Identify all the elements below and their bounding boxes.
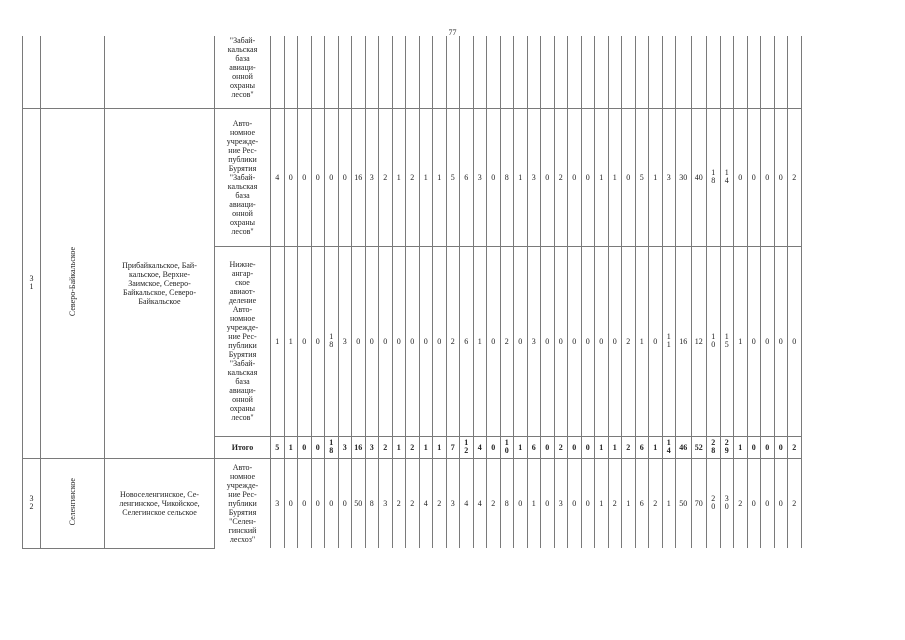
value-cell: 0 bbox=[298, 436, 312, 458]
value-cell: 0 bbox=[419, 246, 433, 436]
value-cell: 0 bbox=[514, 246, 528, 436]
value-cell bbox=[676, 36, 692, 108]
value-cell: 1 bbox=[649, 108, 663, 246]
value-cell: 1 bbox=[392, 108, 406, 246]
value-cell: 40 bbox=[691, 108, 707, 246]
value-cell: 2 bbox=[608, 458, 622, 548]
value-cell: 0 bbox=[774, 436, 788, 458]
value-cell: 50 bbox=[352, 458, 366, 548]
value-cell: 2 bbox=[734, 458, 748, 548]
value-cell: 6 bbox=[460, 246, 474, 436]
value-cell bbox=[500, 36, 514, 108]
value-cell: 0 bbox=[541, 246, 555, 436]
value-cell: 0 bbox=[581, 458, 595, 548]
value-cell: 5 bbox=[635, 108, 649, 246]
value-cell bbox=[365, 36, 379, 108]
value-cell: 1 bbox=[734, 436, 748, 458]
value-cell: 0 bbox=[284, 458, 298, 548]
value-cell: 1 bbox=[514, 108, 528, 246]
value-cell: 0 bbox=[747, 246, 761, 436]
value-cell bbox=[747, 36, 761, 108]
value-cell: 2 bbox=[406, 108, 420, 246]
value-cell: 3 bbox=[365, 436, 379, 458]
value-cell: 0 bbox=[541, 436, 555, 458]
value-cell: 0 bbox=[581, 436, 595, 458]
value-cell bbox=[325, 36, 339, 108]
value-cell: 1 8 bbox=[325, 436, 339, 458]
value-cell: 2 bbox=[433, 458, 447, 548]
value-cell: 0 bbox=[325, 108, 339, 246]
value-cell bbox=[554, 36, 568, 108]
value-cell: 0 bbox=[595, 246, 609, 436]
value-cell bbox=[788, 36, 802, 108]
value-cell: 3 bbox=[527, 246, 541, 436]
value-cell: 1 bbox=[527, 458, 541, 548]
value-cell: 2 8 bbox=[707, 436, 721, 458]
value-cell: 1 bbox=[284, 436, 298, 458]
value-cell: 70 bbox=[691, 458, 707, 548]
value-cell: 1 5 bbox=[720, 246, 734, 436]
value-cell: 2 9 bbox=[720, 436, 734, 458]
value-cell bbox=[734, 36, 748, 108]
value-cell: 0 bbox=[311, 436, 325, 458]
category-cell: Авто- номное учрежде- ние Рес- публики Бурятия "Забай- кальская база авиаци- онной охраны лесов" bbox=[215, 108, 271, 246]
value-cell: 2 bbox=[379, 108, 393, 246]
value-cell: 1 bbox=[734, 246, 748, 436]
value-cell: 1 0 bbox=[500, 436, 514, 458]
value-cell: 1 bbox=[635, 246, 649, 436]
value-cell: 2 bbox=[392, 458, 406, 548]
value-cell: 0 bbox=[568, 458, 582, 548]
value-cell: 1 bbox=[608, 108, 622, 246]
value-cell: 1 bbox=[595, 436, 609, 458]
value-cell: 3 bbox=[379, 458, 393, 548]
value-cell: 4 bbox=[460, 458, 474, 548]
value-cell bbox=[514, 36, 528, 108]
value-cell: 30 bbox=[676, 108, 692, 246]
value-cell: 3 bbox=[338, 246, 352, 436]
value-cell: 0 bbox=[284, 108, 298, 246]
value-cell bbox=[635, 36, 649, 108]
value-cell: 1 bbox=[595, 458, 609, 548]
value-cell bbox=[311, 36, 325, 108]
value-cell: 0 bbox=[311, 246, 325, 436]
value-cell: 1 bbox=[433, 436, 447, 458]
value-cell: 16 bbox=[352, 436, 366, 458]
value-cell: 0 bbox=[311, 458, 325, 548]
value-cell bbox=[720, 36, 734, 108]
value-cell: 0 bbox=[761, 246, 775, 436]
value-cell: 16 bbox=[352, 108, 366, 246]
value-cell bbox=[568, 36, 582, 108]
value-cell bbox=[608, 36, 622, 108]
value-cell: 2 bbox=[649, 458, 663, 548]
value-cell: 8 bbox=[500, 108, 514, 246]
value-cell: 0 bbox=[581, 108, 595, 246]
value-cell: 2 bbox=[406, 436, 420, 458]
value-cell: 2 bbox=[379, 436, 393, 458]
value-cell: 0 bbox=[761, 108, 775, 246]
value-cell: 2 bbox=[500, 246, 514, 436]
value-cell bbox=[774, 36, 788, 108]
value-cell: 0 bbox=[433, 246, 447, 436]
value-cell: 0 bbox=[568, 108, 582, 246]
value-cell: 2 bbox=[788, 458, 802, 548]
value-cell: 0 bbox=[392, 246, 406, 436]
value-cell bbox=[392, 36, 406, 108]
district-cell bbox=[41, 36, 105, 108]
value-cell: 0 bbox=[747, 436, 761, 458]
value-cell: 3 bbox=[446, 458, 460, 548]
value-cell bbox=[527, 36, 541, 108]
value-cell: 2 bbox=[622, 436, 636, 458]
value-cell: 0 bbox=[568, 436, 582, 458]
value-cell: 0 bbox=[747, 458, 761, 548]
value-cell: 1 bbox=[595, 108, 609, 246]
value-cell: 0 bbox=[761, 458, 775, 548]
value-cell: 0 bbox=[514, 458, 528, 548]
value-cell: 0 bbox=[774, 108, 788, 246]
value-cell: 1 4 bbox=[720, 108, 734, 246]
value-cell: 5 bbox=[271, 436, 285, 458]
value-cell: 0 bbox=[747, 108, 761, 246]
value-cell: 0 bbox=[298, 108, 312, 246]
value-cell: 4 bbox=[473, 458, 487, 548]
total-label: Итого bbox=[215, 436, 271, 458]
value-cell: 8 bbox=[500, 458, 514, 548]
value-cell: 1 bbox=[473, 246, 487, 436]
value-cell: 0 bbox=[774, 246, 788, 436]
value-cell bbox=[352, 36, 366, 108]
row-number: 3 1 bbox=[23, 108, 41, 458]
value-cell: 5 bbox=[446, 108, 460, 246]
value-cell: 3 bbox=[662, 108, 676, 246]
value-cell: 46 bbox=[676, 436, 692, 458]
value-cell bbox=[707, 36, 721, 108]
value-cell: 2 bbox=[788, 436, 802, 458]
value-cell: 1 bbox=[514, 436, 528, 458]
value-cell: 0 bbox=[788, 246, 802, 436]
table-row bbox=[23, 108, 802, 246]
value-cell: 7 bbox=[446, 436, 460, 458]
value-cell bbox=[460, 36, 474, 108]
value-cell: 1 bbox=[608, 436, 622, 458]
value-cell bbox=[433, 36, 447, 108]
value-cell bbox=[406, 36, 420, 108]
value-cell: 0 bbox=[487, 246, 501, 436]
value-cell: 0 bbox=[379, 246, 393, 436]
value-cell: 1 bbox=[433, 108, 447, 246]
value-cell: 6 bbox=[635, 436, 649, 458]
value-cell: 0 bbox=[774, 458, 788, 548]
forestry-table bbox=[22, 36, 802, 549]
value-cell: 3 0 bbox=[720, 458, 734, 548]
page-number: 77 bbox=[448, 28, 457, 37]
value-cell: 1 8 bbox=[707, 108, 721, 246]
value-cell: 3 bbox=[554, 458, 568, 548]
value-cell: 1 4 bbox=[662, 436, 676, 458]
value-cell: 12 bbox=[691, 246, 707, 436]
value-cell: 3 bbox=[338, 436, 352, 458]
value-cell: 0 bbox=[554, 246, 568, 436]
value-cell: 0 bbox=[487, 108, 501, 246]
value-cell: 0 bbox=[298, 458, 312, 548]
value-cell: 3 bbox=[271, 458, 285, 548]
forestries-list: Новоселенгинское, Се- ленгинское, Чикойское, Селегинское сельское bbox=[105, 458, 215, 548]
value-cell: 0 bbox=[338, 458, 352, 548]
value-cell bbox=[761, 36, 775, 108]
value-cell: 0 bbox=[541, 108, 555, 246]
value-cell: 6 bbox=[527, 436, 541, 458]
num-cell bbox=[23, 36, 41, 108]
value-cell: 4 bbox=[473, 436, 487, 458]
value-cell bbox=[541, 36, 555, 108]
value-cell: 0 bbox=[406, 246, 420, 436]
value-cell bbox=[622, 36, 636, 108]
value-cell: 0 bbox=[622, 108, 636, 246]
value-cell bbox=[338, 36, 352, 108]
value-cell: 0 bbox=[568, 246, 582, 436]
value-cell: 6 bbox=[460, 108, 474, 246]
value-cell: 2 bbox=[788, 108, 802, 246]
value-cell bbox=[271, 36, 285, 108]
value-cell: 0 bbox=[338, 108, 352, 246]
value-cell: 50 bbox=[676, 458, 692, 548]
value-cell: 1 bbox=[271, 246, 285, 436]
value-cell: 1 1 bbox=[662, 246, 676, 436]
value-cell: 0 bbox=[649, 246, 663, 436]
value-cell: 52 bbox=[691, 436, 707, 458]
value-cell: 0 bbox=[487, 436, 501, 458]
category-cell: Нижне- ангар- ское авиаот- деление Авто- номное учрежде- ние Рес- публики Бурятия "Забай- кальская база авиаци- онной охраны лесов" bbox=[215, 246, 271, 436]
value-cell bbox=[595, 36, 609, 108]
value-cell: 1 2 bbox=[460, 436, 474, 458]
value-cell bbox=[581, 36, 595, 108]
value-cell bbox=[649, 36, 663, 108]
value-cell: 8 bbox=[365, 458, 379, 548]
value-cell: 16 bbox=[676, 246, 692, 436]
value-cell: 1 8 bbox=[325, 246, 339, 436]
value-cell: 1 bbox=[284, 246, 298, 436]
table-row bbox=[23, 458, 802, 548]
table-row-fragment bbox=[23, 36, 802, 108]
category-cell: Авто- номное учрежде- ние Рес- публики Бурятия "Селен- гинский лесхоз" bbox=[215, 458, 271, 548]
value-cell: 1 0 bbox=[707, 246, 721, 436]
value-cell: 1 bbox=[662, 458, 676, 548]
value-cell: 0 bbox=[734, 108, 748, 246]
value-cell: 2 0 bbox=[707, 458, 721, 548]
value-cell bbox=[379, 36, 393, 108]
value-cell: 1 bbox=[419, 436, 433, 458]
value-cell: 3 bbox=[527, 108, 541, 246]
value-cell: 0 bbox=[365, 246, 379, 436]
value-cell bbox=[284, 36, 298, 108]
value-cell: 0 bbox=[761, 436, 775, 458]
value-cell bbox=[662, 36, 676, 108]
value-cell bbox=[446, 36, 460, 108]
value-cell: 0 bbox=[298, 246, 312, 436]
value-cell: 0 bbox=[325, 458, 339, 548]
value-cell: 6 bbox=[635, 458, 649, 548]
value-cell: 4 bbox=[271, 108, 285, 246]
value-cell: 2 bbox=[554, 108, 568, 246]
forestries-cell bbox=[105, 36, 215, 108]
value-cell bbox=[487, 36, 501, 108]
value-cell: 3 bbox=[473, 108, 487, 246]
value-cell: 0 bbox=[352, 246, 366, 436]
value-cell: 2 bbox=[487, 458, 501, 548]
value-cell bbox=[691, 36, 707, 108]
value-cell bbox=[298, 36, 312, 108]
value-cell: 1 bbox=[419, 108, 433, 246]
value-cell: 2 bbox=[554, 436, 568, 458]
row-number: 3 2 bbox=[23, 458, 41, 548]
value-cell: 4 bbox=[419, 458, 433, 548]
category-cell: "Забай- кальская база авиаци- онной охраны лесов" bbox=[215, 36, 271, 108]
value-cell: 0 bbox=[541, 458, 555, 548]
value-cell: 1 bbox=[649, 436, 663, 458]
value-cell bbox=[473, 36, 487, 108]
value-cell: 1 bbox=[622, 458, 636, 548]
forestries-list: Прибайкальское, Бай- кальское, Верхне- Заимское, Северо- Байкальское, Северо- Байкальское bbox=[105, 108, 215, 458]
district-name: Селенгинское bbox=[41, 458, 105, 548]
value-cell bbox=[419, 36, 433, 108]
value-cell: 0 bbox=[311, 108, 325, 246]
value-cell: 3 bbox=[365, 108, 379, 246]
value-cell: 2 bbox=[622, 246, 636, 436]
value-cell: 0 bbox=[608, 246, 622, 436]
value-cell: 1 bbox=[392, 436, 406, 458]
district-name: Северо-Байкальское bbox=[41, 108, 105, 458]
value-cell: 2 bbox=[446, 246, 460, 436]
value-cell: 0 bbox=[581, 246, 595, 436]
value-cell: 2 bbox=[406, 458, 420, 548]
